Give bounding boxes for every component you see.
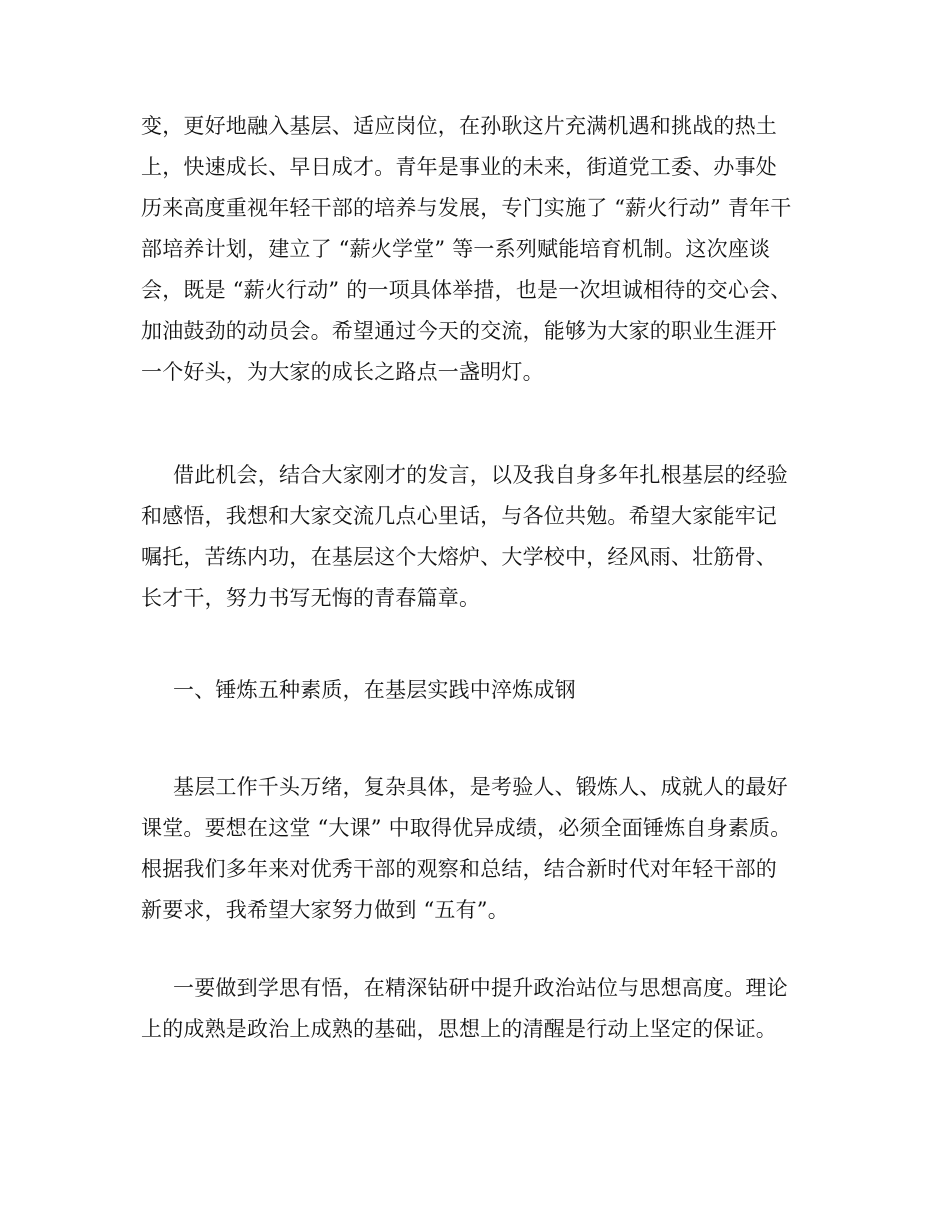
section-heading	[141, 670, 809, 711]
section-heading-text: 一、锤炼五种素质，在基层实践中淬炼成钢	[173, 678, 576, 702]
paragraph-4	[141, 968, 809, 1050]
paragraph-line: 根据我们多年来对优秀干部的观察和总结，结合新时代对年轻干部的	[141, 857, 777, 881]
paragraph-line: 历来高度重视年轻干部的培养与发展，专门实施了 “薪火行动” 青年干	[141, 196, 792, 220]
paragraph-line: 课堂。要想在这堂 “大课” 中取得优异成绩，必须全面锤炼自身素质。	[141, 816, 792, 840]
paragraph-line: 部培养计划，建立了 “薪火学堂” 等一系列赋能培育机制。这次座谈	[141, 237, 771, 261]
paragraph-line: 上，快速成长、早日成才。青年是事业的未来，街道党工委、办事处	[141, 155, 777, 179]
paragraph-line: 一个好头，为大家的成长之路点一盏明灯。	[141, 360, 544, 384]
paragraph-line: 上的成熟是政治上成熟的基础，思想上的清醒是行动上坚定的保证。	[141, 1017, 777, 1041]
paragraph-line: 一要做到学思有悟，在精深钻研中提升政治站位与思想高度。理论	[173, 976, 788, 1000]
paragraph-line: 变，更好地融入基层、适应岗位，在孙耿这片充满机遇和挑战的热土	[141, 114, 777, 138]
paragraph-line: 基层工作千头万绪，复杂具体，是考验人、锻炼人、成就人的最好	[173, 775, 788, 799]
paragraph-line: 嘱托，苦练内功，在基层这个大熔炉、大学校中，经风雨、壮筋骨、	[141, 545, 777, 569]
paragraph-3	[141, 767, 809, 931]
paragraph-line: 新要求，我希望大家努力做到 “五有”。	[141, 898, 509, 922]
paragraph-line: 借此机会，结合大家刚才的发言，以及我自身多年扎根基层的经验	[173, 463, 788, 487]
paragraph-line: 会，既是 “薪火行动” 的一项具体举措，也是一次坦诚相待的交心会、	[141, 278, 792, 302]
paragraph-line: 长才干，努力书写无悔的青春篇章。	[141, 586, 481, 610]
paragraph-1	[141, 106, 809, 393]
paragraph-line: 和感悟，我想和大家交流几点心里话，与各位共勉。希望大家能牢记	[141, 504, 777, 528]
paragraph-2	[141, 455, 809, 619]
paragraph-line: 加油鼓劲的动员会。希望通过今天的交流，能够为大家的职业生涯开	[141, 319, 777, 343]
